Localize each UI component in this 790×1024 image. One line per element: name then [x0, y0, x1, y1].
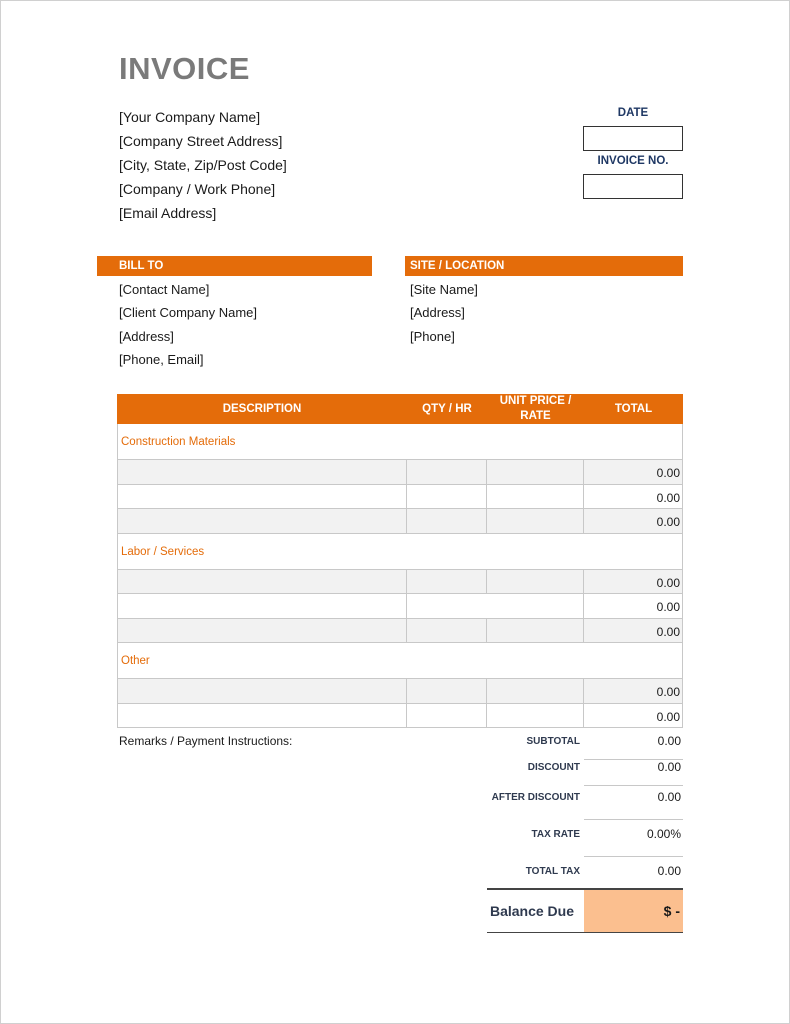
date-field[interactable] — [583, 126, 683, 151]
cell-description[interactable] — [118, 509, 407, 533]
company-email[interactable]: [Email Address] — [119, 205, 217, 221]
total-tax-label: TOTAL TAX — [525, 866, 580, 877]
cell-qty[interactable] — [407, 619, 487, 643]
table-row[interactable] — [117, 570, 683, 595]
after-discount-row — [487, 790, 683, 820]
subtotal-value: 0.00 — [584, 734, 683, 760]
cell-description[interactable] — [118, 704, 407, 728]
header-unit-price: UNIT PRICE / RATE — [499, 395, 572, 422]
date-label: DATE — [617, 107, 649, 119]
cell-description[interactable] — [118, 485, 407, 509]
site-address[interactable]: [Address] — [410, 305, 465, 321]
cell-total: 0.00 — [584, 485, 683, 509]
company-name[interactable]: [Your Company Name] — [119, 109, 261, 125]
cell-unit-price[interactable] — [487, 460, 584, 484]
table-row[interactable] — [117, 704, 683, 729]
cell-qty[interactable] — [407, 594, 584, 618]
company-street[interactable]: [Company Street Address] — [119, 133, 283, 149]
cell-qty[interactable] — [407, 485, 487, 509]
company-phone[interactable]: [Company / Work Phone] — [119, 181, 276, 197]
cell-qty[interactable] — [407, 704, 487, 728]
subtotal-row — [487, 734, 683, 760]
header-total: TOTAL — [614, 402, 653, 415]
table-row[interactable] — [117, 594, 683, 619]
company-info — [119, 105, 287, 225]
tax-rate-row — [487, 827, 683, 857]
cell-total: 0.00 — [584, 509, 683, 533]
subtotal-label: SUBTOTAL — [526, 736, 580, 747]
company-city[interactable]: [City, State, Zip/Post Code] — [119, 157, 287, 173]
after-discount-value: 0.00 — [584, 790, 683, 820]
tax-rate-value[interactable]: 0.00% — [584, 827, 683, 857]
site-info — [410, 278, 478, 348]
discount-label: DISCOUNT — [527, 762, 580, 773]
cell-total: 0.00 — [584, 570, 683, 594]
category-labor: Labor / Services — [117, 534, 683, 570]
total-tax-value: 0.00 — [657, 864, 681, 878]
cell-total: 0.00 — [584, 679, 683, 703]
total-tax-row — [487, 864, 683, 886]
tax-rate-label: TAX RATE — [531, 829, 580, 840]
bill-contact[interactable]: [Contact Name] — [119, 282, 210, 297]
category-other: Other — [117, 643, 683, 679]
table-row[interactable] — [117, 509, 683, 534]
cell-description[interactable] — [118, 619, 407, 643]
discount-row — [487, 760, 683, 786]
invoice-number-label: INVOICE NO. — [597, 155, 669, 167]
cell-qty[interactable] — [407, 679, 487, 703]
category-construction: Construction Materials — [117, 424, 683, 460]
table-row[interactable] — [117, 460, 683, 485]
header-description: DESCRIPTION — [222, 402, 302, 415]
table-row[interactable] — [117, 485, 683, 510]
table-header — [117, 394, 683, 424]
header-qty: QTY / HR — [422, 402, 472, 415]
cell-total: 0.00 — [584, 460, 683, 484]
cell-total: 0.00 — [584, 704, 683, 728]
remarks-label: Remarks / Payment Instructions: — [119, 734, 293, 748]
cell-unit-price[interactable] — [487, 679, 584, 703]
bill-company[interactable]: [Client Company Name] — [119, 305, 257, 321]
cell-total: 0.00 — [584, 594, 683, 618]
balance-due-row — [487, 888, 683, 933]
bill-to-heading: BILL TO — [97, 256, 372, 276]
cell-total: 0.00 — [584, 619, 683, 643]
cell-unit-price[interactable] — [487, 509, 584, 533]
balance-due-value: $ - — [584, 890, 683, 932]
cell-description[interactable] — [118, 460, 407, 484]
cell-qty[interactable] — [407, 460, 487, 484]
invoice-title: INVOICE — [119, 51, 250, 86]
discount-value[interactable]: 0.00 — [584, 760, 683, 786]
table-row[interactable] — [117, 619, 683, 644]
cell-unit-price[interactable] — [487, 619, 584, 643]
line-items-table — [117, 394, 683, 728]
bill-phone-email[interactable]: [Phone, Email] — [119, 351, 204, 367]
site-phone[interactable]: [Phone] — [410, 328, 455, 344]
bill-to-info — [119, 278, 257, 371]
site-name[interactable]: [Site Name] — [410, 282, 478, 297]
after-discount-label: AFTER DISCOUNT — [491, 792, 580, 803]
table-row[interactable] — [117, 679, 683, 704]
cell-description[interactable] — [118, 570, 407, 594]
site-location-heading: SITE / LOCATION — [405, 256, 683, 276]
cell-description[interactable] — [118, 594, 407, 618]
cell-description[interactable] — [118, 679, 407, 703]
cell-unit-price[interactable] — [487, 570, 584, 594]
bill-address[interactable]: [Address] — [119, 328, 174, 344]
cell-unit-price[interactable] — [487, 704, 584, 728]
cell-unit-price[interactable] — [487, 485, 584, 509]
cell-qty[interactable] — [407, 509, 487, 533]
cell-qty[interactable] — [407, 570, 487, 594]
invoice-number-field[interactable] — [583, 174, 683, 199]
balance-due-label: Balance Due — [489, 903, 574, 919]
